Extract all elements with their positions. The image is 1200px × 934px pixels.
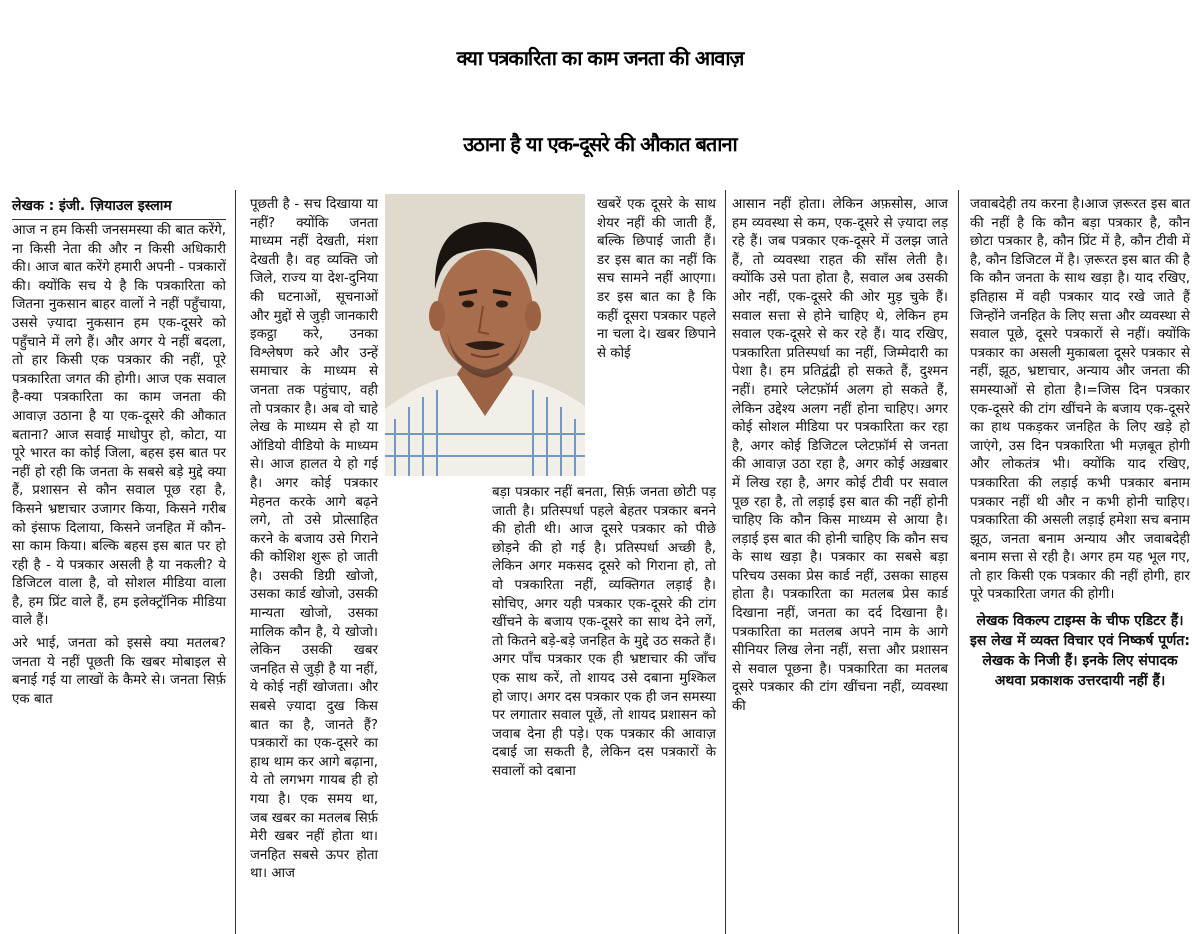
article-column-3 — [492, 484, 716, 782]
headline-line-1: क्या पत्रकारिता का काम जनता की आवाज़ — [456, 46, 744, 70]
article-column-2 — [250, 196, 378, 884]
byline-underline — [12, 219, 226, 220]
column-4-text: आसान नहीं होता। लेकिन अफ़सोस, आज हम व्यवस्था से कम, एक-दूसरे से ज़्यादा लड़ रहे हैं। जब पत्रकार एक-दूसरे में उलझ जाते हैं, तो व्यवस्था राहत की साँस लेती है। क्योंकि उसे पता होता है, सवाल अब उसकी ओर नहीं, एक-दूसरे की ओर मुड़ चुके हैं। सवाल सत्ता से होने चाहिए थे, लेकिन हम सवाल एक-दूसरे से कर रहे हैं। याद रखिए, पत्रकारिता प्रतिस्पर्धा का नहीं, जिम्मेदारी का पेशा है। हम प्रतिद्वंद्वी हो सकते हैं, दुश्मन नहीं। हमारे प्लेटफ़ॉर्म अलग हो सकते हैं, लेकिन उद्देश्य अलग नहीं होना चाहिए। अगर कोई सोशल मीडिया पर पत्रकारिता कर रहा है, अगर कोई डिजिटल प्लेटफ़ॉर्म से जनता की आवाज़ उठा रहा है, अगर कोई अख़बार में लिख रहा है, अगर कोई टीवी पर सवाल पूछ रहा है, तो लड़ाई इस बात की नहीं होनी चाहिए कि कौन किस माध्यम से आया है। लड़ाई इस बात की होनी चाहिए कि कौन सच के साथ खड़ा है। पत्रकार का सबसे बड़ा परिचय उसका प्रेस कार्ड नहीं, उसका साहस होता है। पत्रकारिता का मतलब प्रेस कार्ड दिखाना नहीं, जनता का दर्द दिखाना है। पत्रकारिता का मतलब अपने नाम के आगे सीनियर लिख लेना नहीं, सत्ता और प्रशासन से सवाल पूछना है। पत्रकारिता का मतलब दूसरे पत्रकार की टांग खींचना नहीं, व्यवस्था की — [732, 197, 948, 715]
author-byline: लेखक : इंजी. ज़ियाउल इस्लाम — [12, 198, 172, 214]
article-column-3-top — [597, 196, 716, 363]
article-column-5 — [970, 196, 1190, 691]
column-3-text: बड़ा पत्रकार नहीं बनता, सिर्फ़ जनता छोटी पड़ जाती है। प्रतिस्पर्धा पहले बेहतर पत्रकार बनने की होती थी। आज दूसरे पत्रकार को पीछे छोड़ने की हो गई है। प्रतिस्पर्धा अच्छी है, लेकिन अगर मकसद दूसरे को गिराना हो, तो वो पत्रकारिता नहीं, व्यक्तिगत लड़ाई है। सोचिए, अगर यही पत्रकार एक-दूसरे की टांग खींचने के बजाय एक-दूसरे का साथ देने लगें, तो कितने बड़े-बड़े जनहित के मुद्दे उठ सकते हैं। अगर पाँच पत्रकार एक ही भ्रष्टाचार की जाँच एक साथ करें, तो शायद उसे दबाना मुश्किल हो जाए। अगर दस पत्रकार एक ही जन समस्या पर लगातार सवाल पूछें, तो शायद प्रशासन को जवाब देना ही पड़े। एक पत्रकार की आवाज़ दबाई जा सकती है, लेकिन दस पत्रकारों के सवालों को दबाना — [492, 485, 716, 779]
column-divider-1 — [235, 190, 236, 934]
article-column-1 — [12, 196, 226, 709]
column-1-paragraph-1: आज न हम किसी जनसमस्या की बात करेंगे, ना किसी नेता की और न किसी अधिकारी की। आज बात करेंगे हमारी अपनी - पत्रकारों की। क्योंकि सच ये है कि पत्रकारिता को जितना नुकसान बाहर वालों ने नहीं पहुँचाया, उससे ज़्यादा नुकसान हम एक-दूसरे को पहुँचाने में लगे हैं। और अगर ये नहीं बदला, तो हार किसी एक पत्रकार की नहीं, पूरे पत्रकारिता जगत की होगी। आज एक सवाल है-क्या पत्रकारिता का काम जनता की आवाज़ उठाना है या एक-दूसरे की औकात बताना? आज सवाई माधोपुर हो, कोटा, या पूरे भारत का कोई जिला, बहस इस बात पर नहीं हो रही कि जनता के सबसे बड़े मुद्दे क्या हैं, प्रशासन से कौन सवाल पूछ रहा है, किसने भ्रष्टाचार उजागर किया, किसने गरीब को इंसाफ दिलाया, किसने जनहित में कौन-सा काम किया। बल्कि बहस इस बात पर हो रही है - ये पत्रकार असली है या नकली? ये डिजिटल वाला है, वो सोशल मीडिया वाला है, हम प्रिंट वाले हैं, हम इलेक्ट्रॉनिक मीडिया वाले हैं। — [12, 223, 226, 629]
column-divider-3 — [958, 190, 959, 934]
author-note: लेखक विकल्प टाइम्स के चीफ एडिटर हैं। इस लेख में व्यक्त विचार एवं निष्कर्ष पूर्णत: लेखक के निजी हैं। इनके लिए संपादक अथवा प्रकाशक उत्तरदायी नहीं हैं। — [970, 613, 1190, 690]
column-5-text: जवाबदेही तय करना है।आज ज़रूरत इस बात की नहीं है कि कौन बड़ा पत्रकार है, कौन छोटा पत्रकार है, कौन प्रिंट में है, कौन टीवी में है, कौन डिजिटल में है। ज़रूरत इस बात की है कि कौन जनता के साथ खड़ा है। याद रखिए, इतिहास में वही पत्रकार याद रखे जाते हैं जिन्होंने जनहित के लिए सत्ता और व्यवस्था से सवाल पूछे, दूसरे पत्रकारों से नहीं। क्योंकि पत्रकार का असली मुकाबला दूसरे पत्रकार से नहीं, झूठ, भ्रष्टाचार, अन्याय और जनता की समस्याओं से होता है।=जिस दिन पत्रकार एक-दूसरे की टांग खींचने के बजाय एक-दूसरे का हाथ पकड़कर जनहित के लिए खड़े हो जाएंगे, उस दिन पत्रकारिता भी मज़बूत होगी और लोकतंत्र भी। क्योंकि याद रखिए, पत्रकारिता की लड़ाई कभी पत्रकार बनाम पत्रकार नहीं थी और न कभी होनी चाहिए। पत्रकारिता की असली लड़ाई हमेशा सच बनाम झूठ, जनता बनाम अन्याय और जवाबदेही बनाम सत्ता से रही है। अगर हम यह भूल गए, तो हार किसी एक पत्रकार की नहीं होगी, हार पूरे पत्रकारिता जगत की होगी। — [970, 197, 1190, 603]
article-column-4 — [732, 196, 948, 717]
column-3-top-text: खबरें एक दूसरे के साथ शेयर नहीं की जाती हैं, बल्कि छिपाई जाती हैं। डर इस बात का नहीं कि सच सामने नहीं आएगा। डर इस बात का है कि कहीं दूसरा पत्रकार पहले ना चला दे। खबर छिपाने से कोई — [597, 197, 716, 361]
author-portrait — [385, 194, 585, 476]
author-photo — [385, 194, 585, 476]
column-2-text-a: पूछती है - सच दिखाया या नहीं? क्योंकि जनता माध्यम नहीं देखती, मंशा देखती है। वह व्यक्ति जो जिले, राज्य या देश-दुनिया की घटनाओं, सूचनाओं और मुद्दों से जुड़ी जानकारी इकट्ठा करे, उनका विश्लेषण करे और उन्हें समाचार के माध्यम से जनता तक पहुंचाए, वही तो पत्रकार है। अब वो चाहे लेख के माध्यम से हो या ऑडियो वीडियो के माध्यम से। आज हालत ये हो गई है। अगर कोई पत्रकार मेहनत करके आगे बढ़ने लगे, तो उसे प्रोत्साहित करने के बजाय उसे गिराने की कोशिश शुरू हो जाती है। उसकी डिग्री खोजो, उसका कार्ड खोजो, उसकी मान्यता खोजो, उसका मालिक कौन है, ये खोजो। लेकिन उसकी खबर जनहित से जुड़ी है या नहीं, ये कोई नहीं खोजता। और सबसे ज़्यादा दुख किस बात का है, जानते हैं? पत्रकारों का एक-दूसरे का हाथ थाम कर आगे बढ़ाना, ये तो लगभग गायब ही हो गया है। एक समय था, जब खबर का मतलब सिर्फ़ मेरी खबर नहीं होता था। जनहित सबसे ऊपर होता था। आज — [250, 197, 378, 882]
column-divider-2 — [725, 190, 726, 934]
column-1-paragraph-2: अरे भाई, जनता को इससे क्या मतलब? जनता ये नहीं पूछती कि खबर मोबाइल से बनाई गई या लाखों के कैमरे से। जनता सिर्फ़ एक बात — [12, 636, 226, 707]
headline-line-2: उठाना है या एक-दूसरे की औकात बताना — [463, 132, 737, 156]
